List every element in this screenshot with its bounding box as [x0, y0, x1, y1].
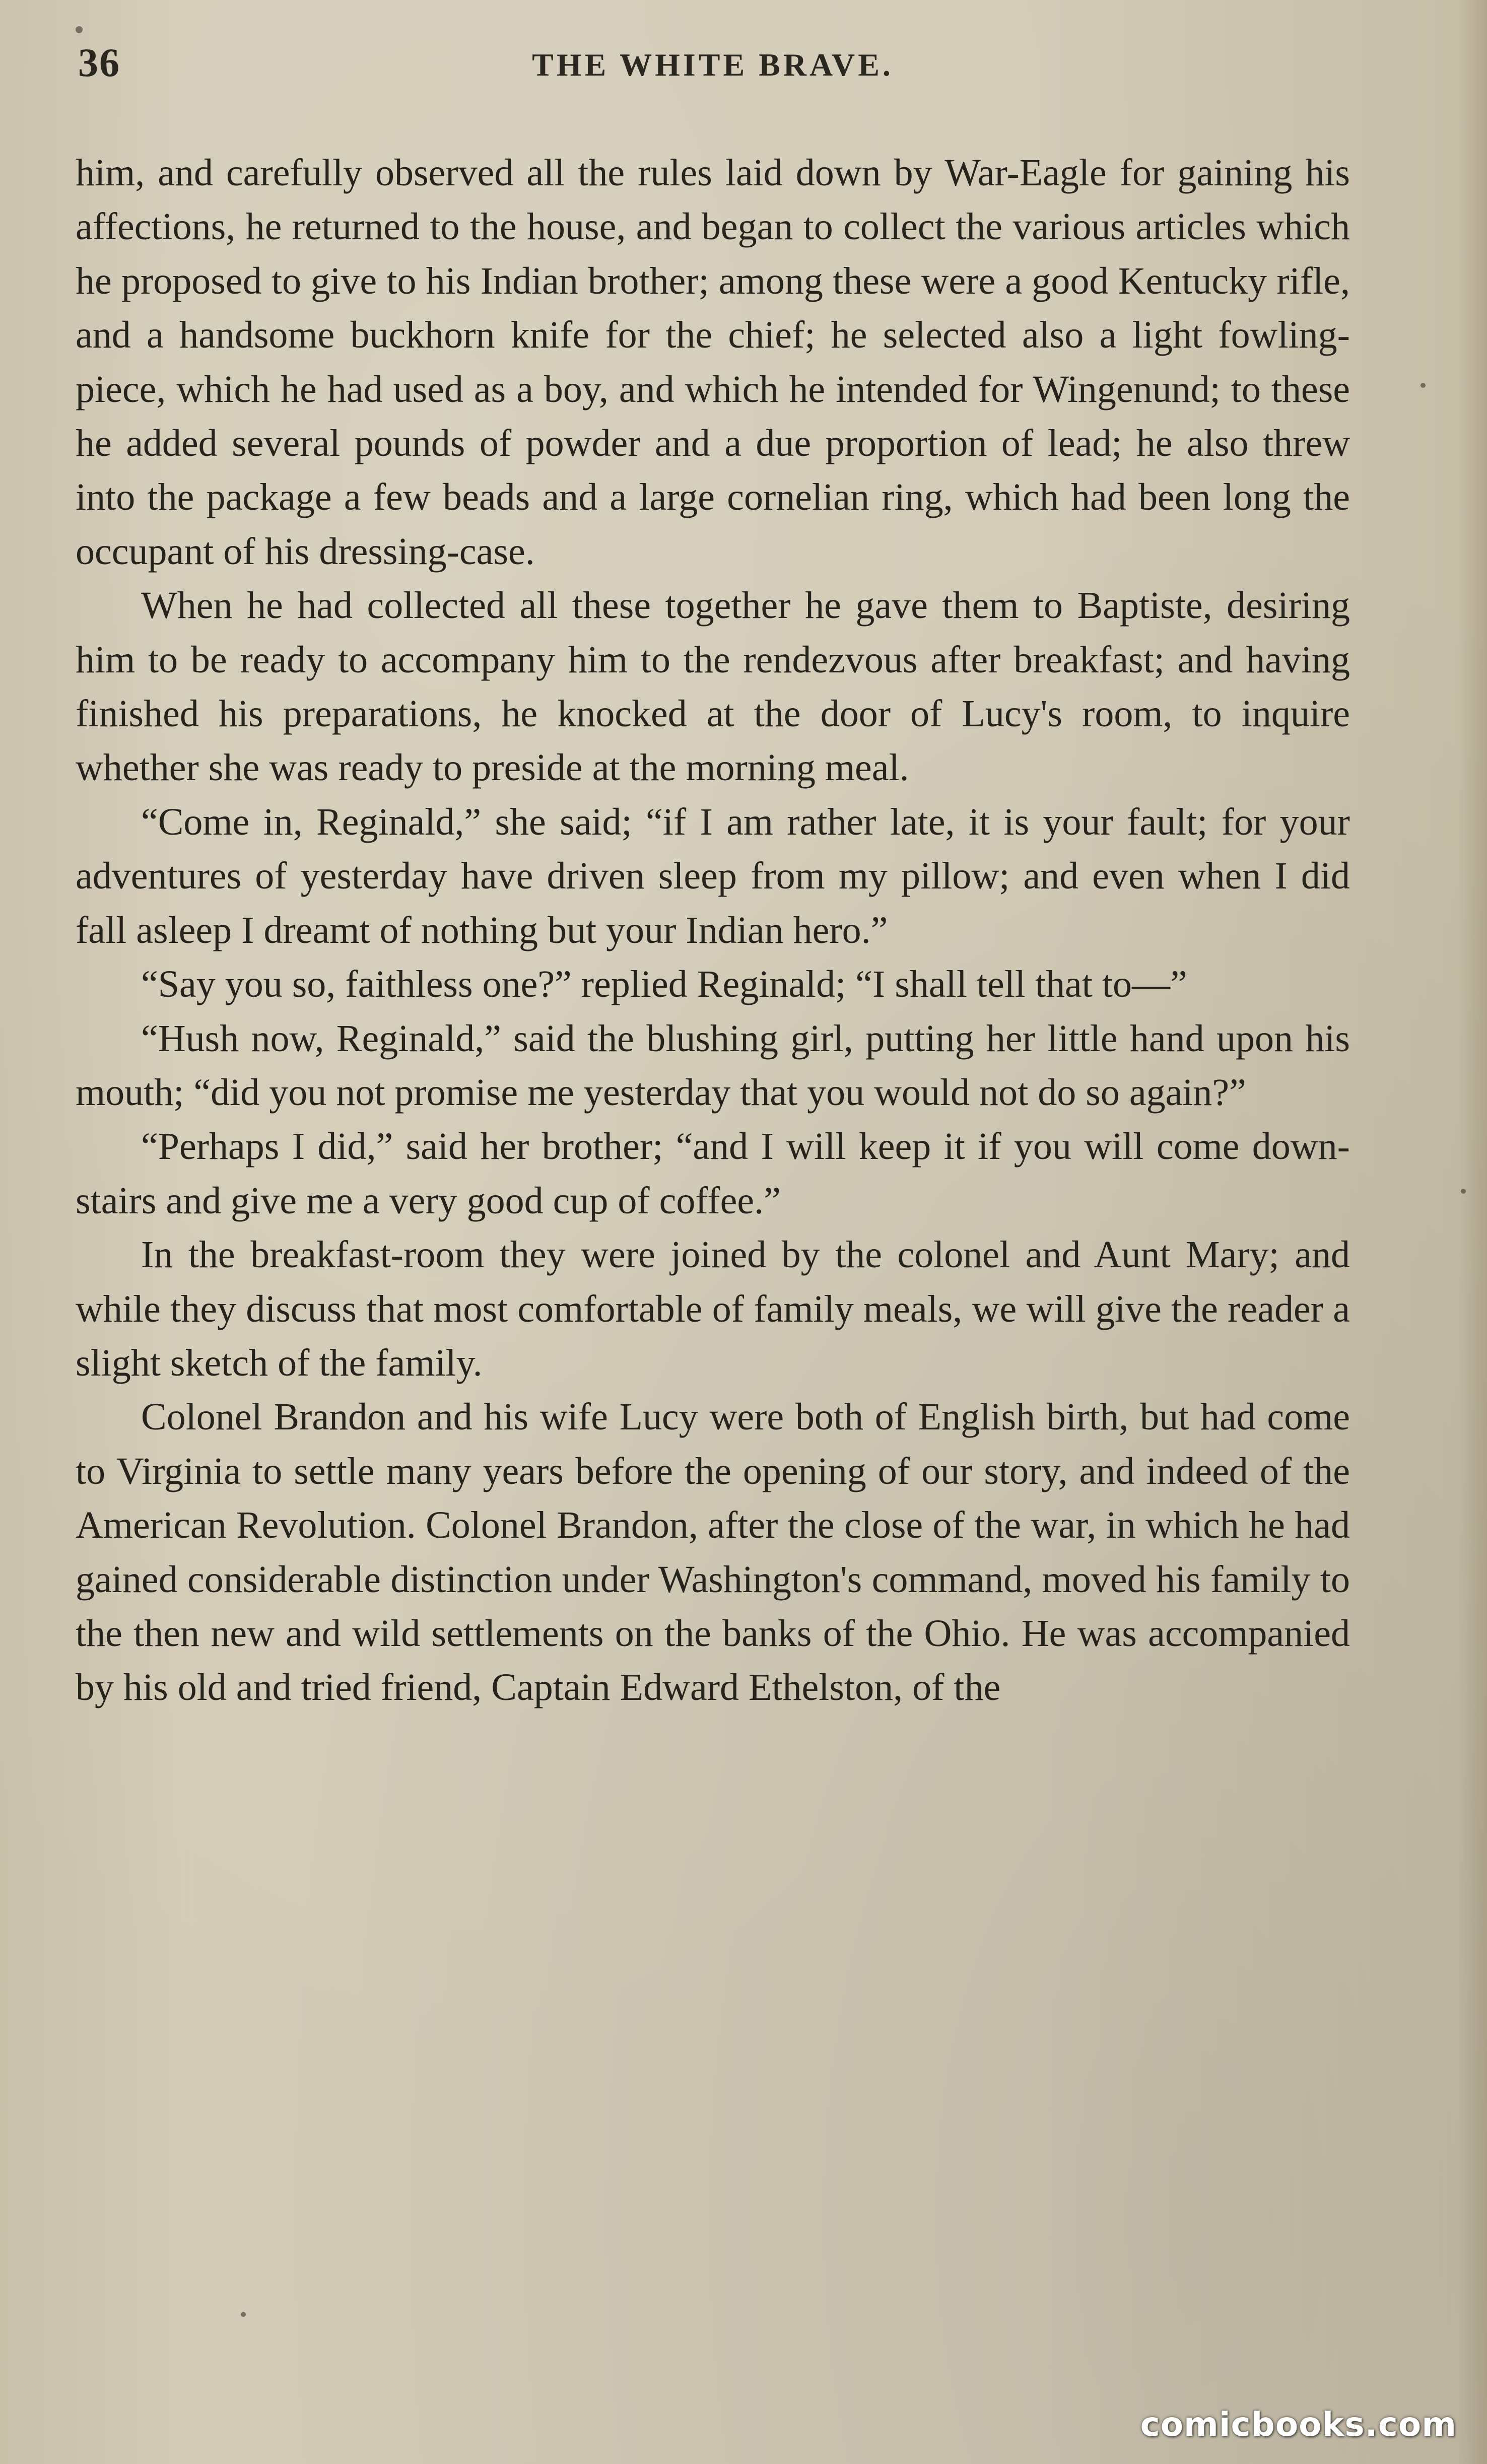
paragraph: In the breakfast-room they were joined by the colonel and Aunt Mary; and while they discuss that most comfortable of family meals, we will give the reader a slight sketch of the family.: [76, 1234, 1350, 1384]
paragraph: “Come in, Reginald,” she said; “if I am rather late, it is your fault; for your adventures of yesterday have driven sleep from my pillow; and even when I did fall asleep I dreamt of nothing but your Indian hero.”: [76, 800, 1350, 951]
running-title: THE WHITE BRAVE.: [532, 47, 894, 83]
paragraph: “Say you so, faithless one?” replied Reginald; “I shall tell that to—”: [141, 963, 1187, 1006]
paragraph: Colonel Brandon and his wife Lucy were both of English birth, but had come to Virginia to settle many years before the opening of our story, and indeed of the American Revolution. Colonel Brandon, after the close of the war, in which he had gained considerable distinction under Washington's command, moved his family to the then new and wild settlements on the banks of the Ohio. He was accompanied by his old and tried friend, Captain Edward Ethelston, of the: [76, 1396, 1350, 1709]
ink-speck: [1461, 1189, 1466, 1194]
body-text: [76, 146, 1350, 1715]
ink-speck: [241, 2312, 246, 2317]
paragraph: “Perhaps I did,” said her brother; “and I will keep it if you will come down-stairs and give me a very good cup of coffee.”: [76, 1125, 1350, 1222]
ink-speck: [1421, 383, 1426, 388]
page-number: 36: [78, 41, 120, 85]
ink-speck: [76, 26, 83, 33]
paragraph: “Hush now, Reginald,” said the blushing girl, putting her little hand upon his mouth; “did you not promise me yesterday that you would not do so again?”: [76, 1017, 1350, 1114]
paragraph: When he had collected all these together he gave them to Baptiste, desiring him to be ready to accompany him to the rendezvous after breakfast; and having finished his preparations, he knocked at the door of Lucy's room, to inquire whether she was ready to preside at the morning meal.: [76, 584, 1350, 789]
page-header: [78, 35, 1347, 101]
site-watermark: comicbooks.com: [1140, 2405, 1457, 2444]
paragraph: him, and carefully observed all the rules laid down by War-Eagle for gaining his affections, he returned to the house, and began to collect the various articles which he proposed to give to his Indian brother; among these were a good Kentucky rifle, and a handsome buckhorn knife for the chief; he selected also a light fowling-piece, which he had used as a boy, and which he intended for Wingenund; to these he added several pounds of powder and a due proportion of lead; he also threw into the package a few beads and a large cornelian ring, which had been long the occupant of his dressing-case.: [76, 152, 1350, 573]
